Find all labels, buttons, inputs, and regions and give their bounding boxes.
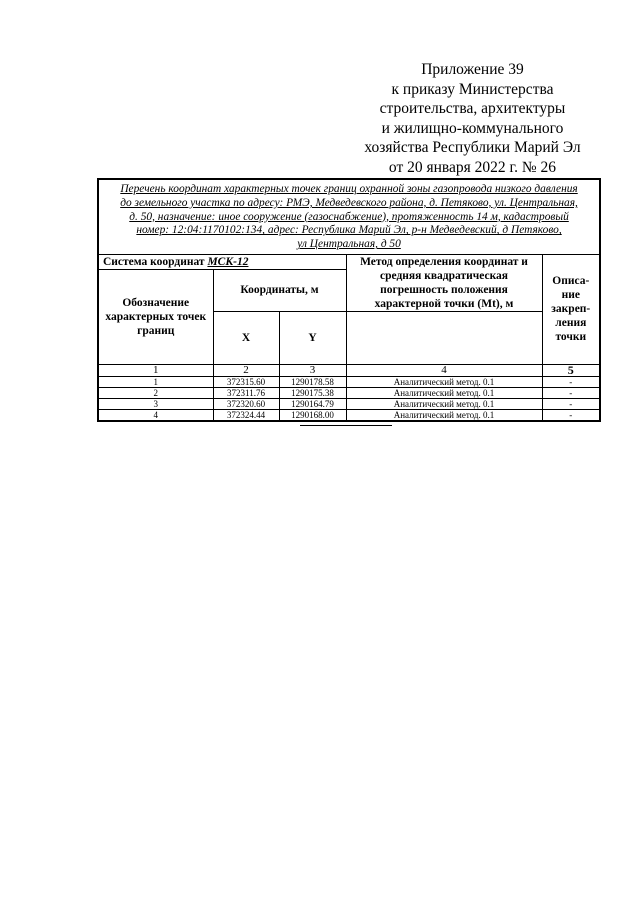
cell-method: Аналитический метод. 0.1 [346, 398, 542, 409]
cell-description: - [542, 387, 600, 398]
cell-method: Аналитический метод. 0.1 [346, 409, 542, 421]
cell-point: 2 [98, 387, 213, 398]
column-number: 4 [346, 364, 542, 376]
cell-x: 372315.60 [213, 376, 279, 387]
coordinate-system-value: МСК-12 [207, 255, 249, 268]
header-coordinates: Координаты, м [213, 269, 346, 311]
cell-description: - [542, 409, 600, 421]
header-method [346, 254, 542, 311]
table-row [98, 409, 600, 421]
header-method-line: средняя квадратическая [380, 269, 508, 282]
cell-x: 372320.60 [213, 398, 279, 409]
header-description-line: точки [555, 331, 587, 344]
cell-x: 372324.44 [213, 409, 279, 421]
header-y: Y [279, 311, 346, 364]
appendix-line: к приказу Министерства [391, 80, 554, 98]
table-title-line: д. 50, назначение: иное сооружение (газоснабжение), протяженность 14 м, кадастровый [129, 210, 569, 223]
table-title-line: Перечень координат характерных точек границ охранной зоны газопровода низкого давления [120, 183, 578, 195]
cell-y: 1290168.00 [279, 409, 346, 421]
coordinate-system [98, 254, 346, 269]
header-x: X [213, 311, 279, 364]
header-method-line: погрешность положения [380, 283, 508, 296]
header-description [542, 254, 600, 364]
header-description-line: ления [555, 317, 587, 330]
header-point [98, 269, 213, 364]
column-number: 2 [213, 364, 279, 376]
column-numbers-row [98, 364, 600, 376]
column-number: 1 [98, 364, 213, 376]
table-row [98, 387, 600, 398]
cell-y: 1290164.79 [279, 398, 346, 409]
header-point-line: границ [137, 324, 175, 337]
table-title-line: до земельного участка по адресу: РМЭ, Медведевского района, д. Петяково, ул. Центральная, [120, 196, 578, 209]
header-point-line: Обозначение [122, 296, 190, 309]
table-title-line: ул Центральная, д 50 [297, 238, 401, 251]
header-description-line: ние [561, 289, 580, 302]
header-description-line: закреп- [551, 303, 591, 316]
cell-description: - [542, 376, 600, 387]
coordinate-system-label: Система координат [103, 255, 205, 268]
cell-point: 3 [98, 398, 213, 409]
header-description-line: Описа- [552, 275, 590, 288]
column-number: 3 [279, 364, 346, 376]
coordinates-table [97, 178, 601, 422]
table-row [98, 398, 600, 409]
cell-x: 372311.76 [213, 387, 279, 398]
cell-method: Аналитический метод. 0.1 [346, 376, 542, 387]
appendix-line: от 20 января 2022 г. № 26 [388, 158, 557, 176]
cell-y: 1290175.38 [279, 387, 346, 398]
appendix-line: Приложение 39 [421, 61, 524, 78]
appendix-line: и жилищно-коммунального [381, 119, 564, 137]
cell-y: 1290178.58 [279, 376, 346, 387]
cell-point: 1 [98, 376, 213, 387]
table-row [98, 376, 600, 387]
header-method-line: Метод определения координат и [360, 255, 528, 268]
cell-method: Аналитический метод. 0.1 [346, 387, 542, 398]
cell-description: - [542, 398, 600, 409]
column-number: 5 [542, 364, 600, 376]
separator-line [300, 425, 392, 426]
appendix-header [350, 60, 595, 177]
table-title-line: номер: 12:04:1170102:134, адрес: Республика Марий Эл, р-н Медведевский, д Петяково, [136, 224, 562, 237]
appendix-line: строительства, архитектуры [379, 100, 566, 117]
header-method-line: характерной точки (Mt), м [374, 297, 514, 310]
header-point-line: характерных точек [105, 310, 207, 323]
appendix-line: хозяйства Республики Марий Эл [364, 139, 581, 156]
table-title [98, 179, 600, 254]
cell-point: 4 [98, 409, 213, 421]
